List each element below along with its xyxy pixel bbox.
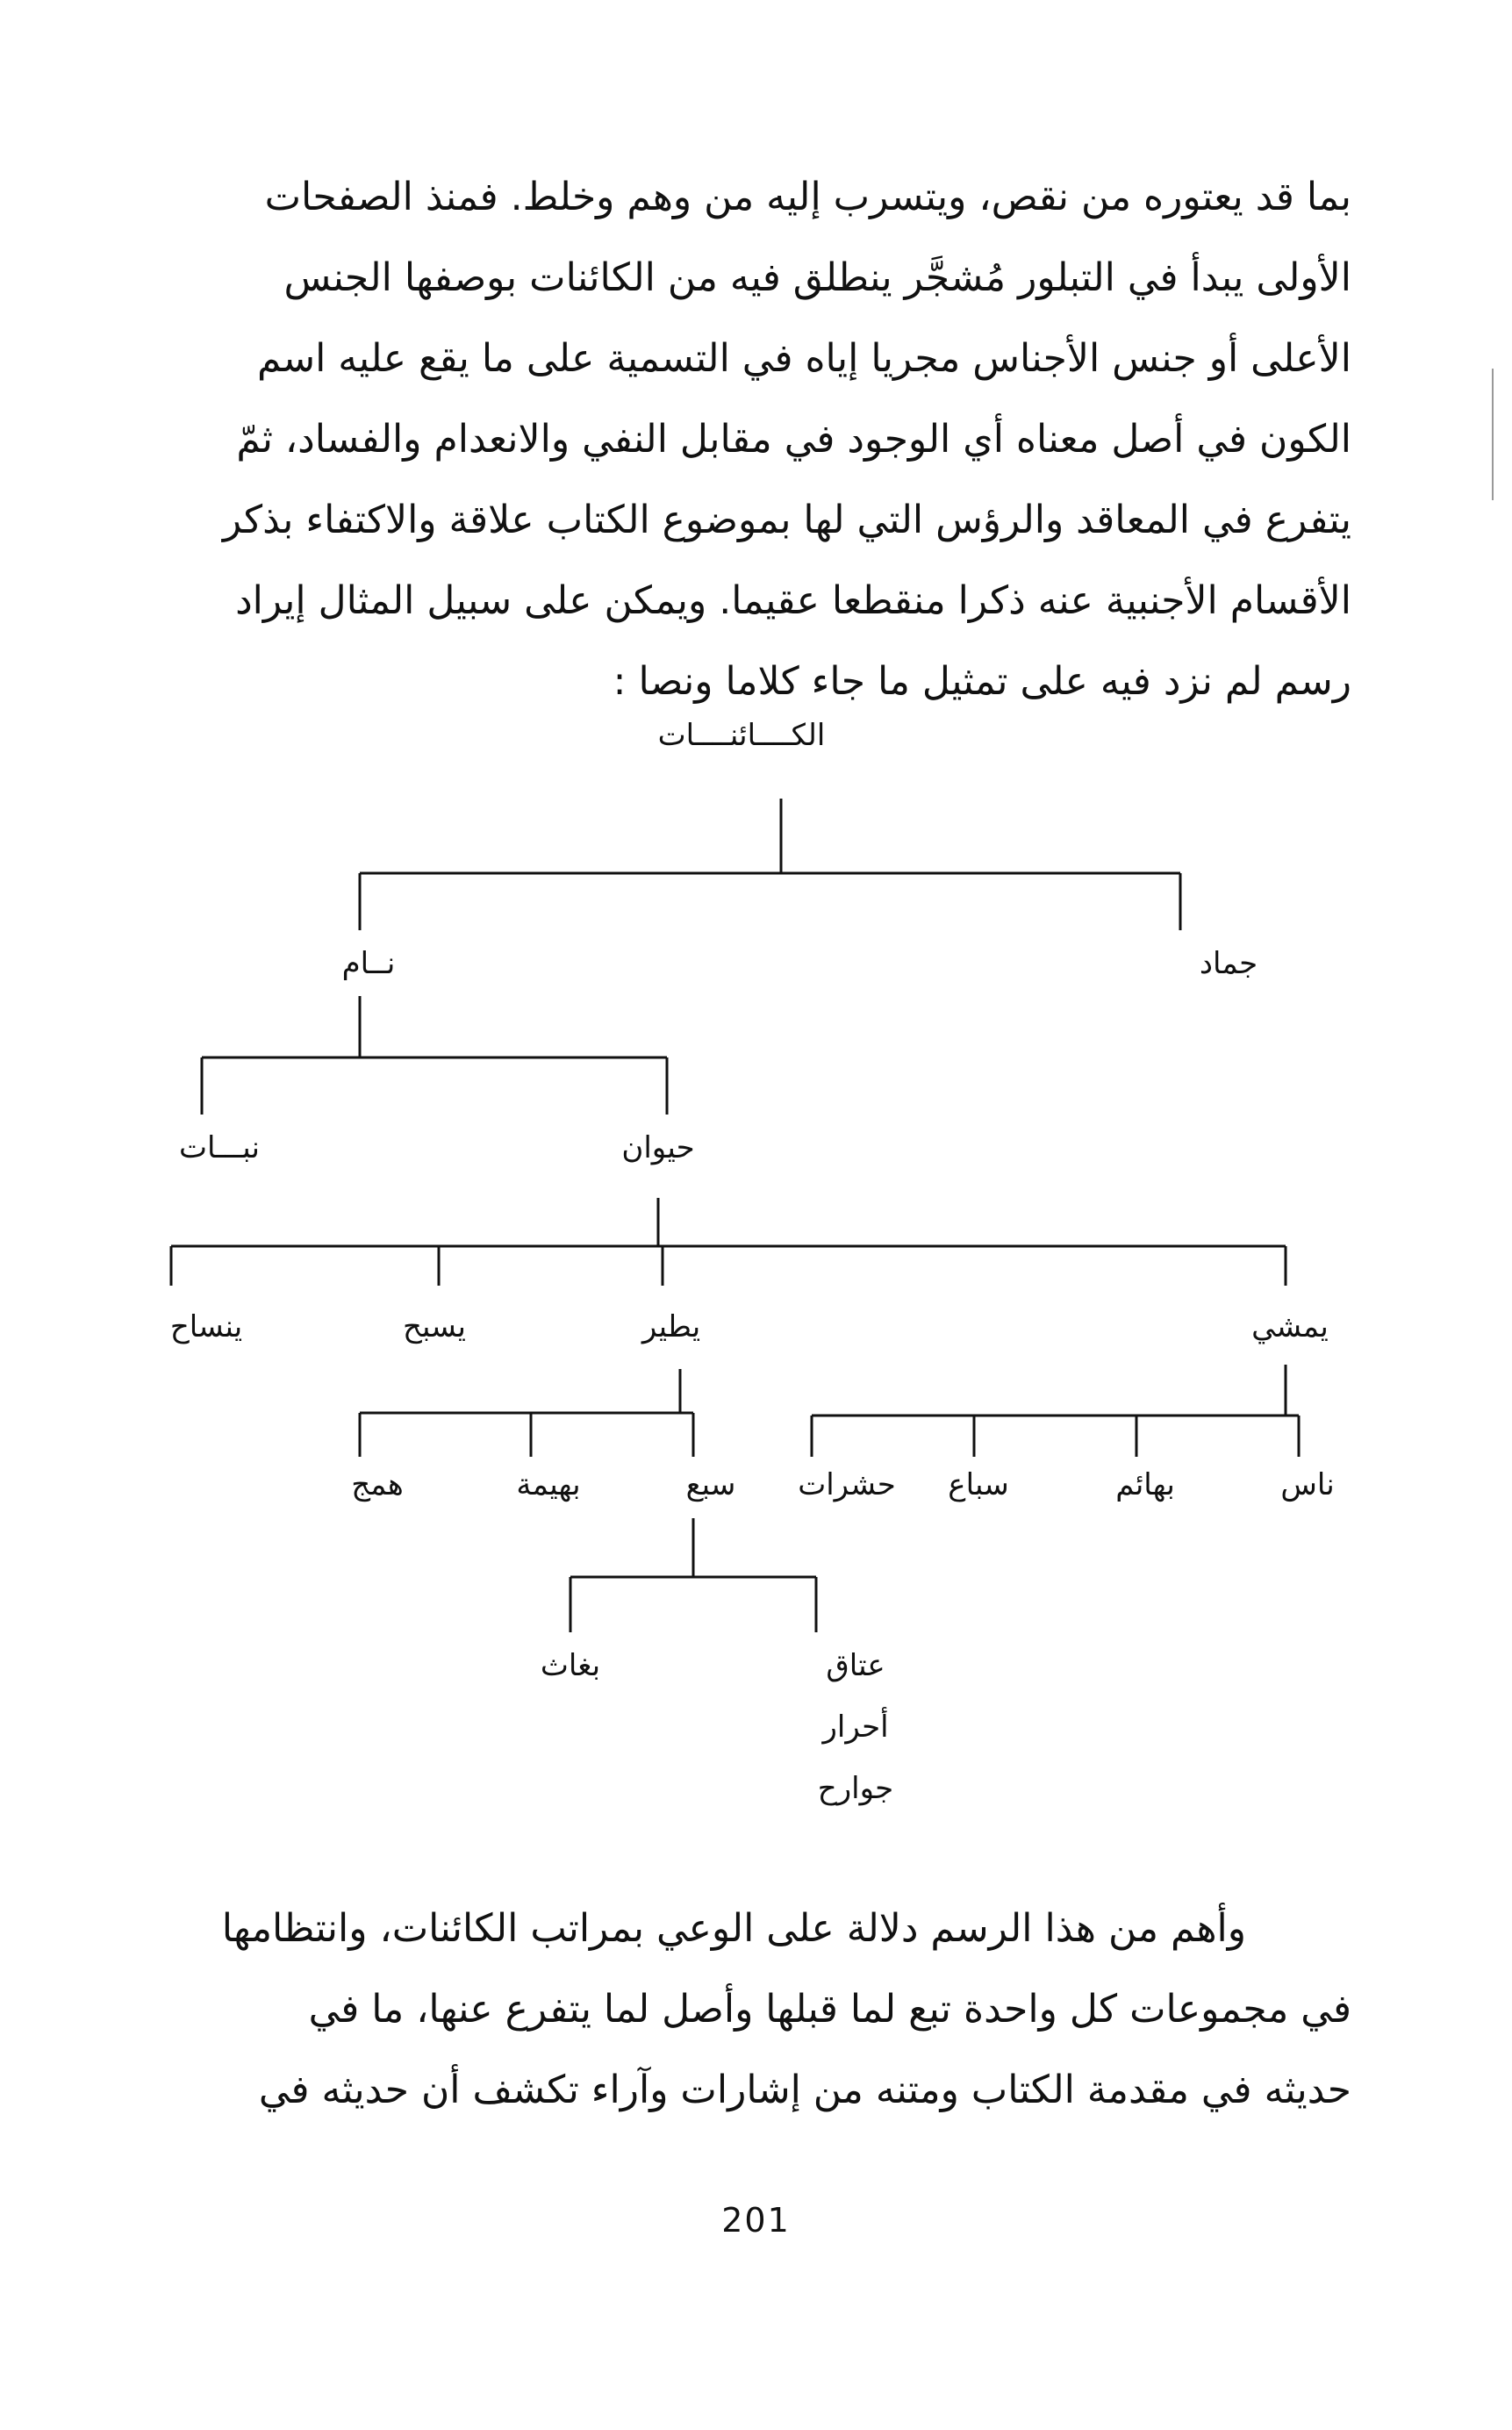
text-line: الأقسام الأجنبية عنه ذكرا منقطعا عقيما. ويمكن على سبيل المثال إيراد xyxy=(235,578,1351,623)
node-yatir: يطير xyxy=(641,1309,701,1344)
node-yansah: ينساح xyxy=(169,1309,243,1344)
text-line: الكون في أصل معناه أي الوجود في مقابل النفي والانعدام والفساد، ثمّ xyxy=(236,417,1351,462)
node-hasharat: حشرات xyxy=(798,1467,896,1502)
text-line: يتفرع في المعاقد والرؤس التي لها بموضوع الكتاب علاقة والاكتفاء بذكر xyxy=(222,498,1351,542)
node-jamad: جماد xyxy=(1199,946,1258,981)
node-bughath: بغاث xyxy=(540,1648,601,1683)
tree-connectors xyxy=(171,799,1299,1632)
text-line: وأهم من هذا الرسم دلالة على الوعي بمراتب الكائنات، وانتظامها xyxy=(221,1906,1246,1951)
node-bahaim: بهائم xyxy=(1115,1467,1175,1502)
text-line: في مجموعات كل واحدة تبع لما قبلها وأصل لما يتفرع عنها، ما في xyxy=(308,1987,1351,2032)
node-sabu: سبع xyxy=(685,1467,736,1502)
text-line: الأولى يبدأ في التبلور مُشجَّر ينطلق فيه من الكائنات بوصفها الجنس xyxy=(283,255,1351,300)
node-nam: نــام xyxy=(341,946,396,981)
node-bahima: بهيمة xyxy=(516,1467,581,1502)
text-line: حديثه في مقدمة الكتاب ومتنه من إشارات وآراء تكشف أن حديثه في xyxy=(258,2068,1351,2112)
text-line: رسم لم نزد فيه على تمثيل ما جاء كلاما ونصا : xyxy=(613,659,1351,704)
node-hamaj: همج xyxy=(351,1467,404,1502)
page-number: 201 xyxy=(721,2201,791,2240)
node-nas: ناس xyxy=(1280,1467,1335,1502)
node-root: الكــــائنــــات xyxy=(657,718,826,753)
node-ahrar: أحرار xyxy=(822,1710,889,1745)
node-hayawan: حيوان xyxy=(621,1130,695,1165)
text-line: بما قد يعتوره من نقص، ويتسرب إليه من وهم وخلط. فمنذ الصفحات xyxy=(264,175,1351,219)
node-jawarih: جوارح xyxy=(817,1771,894,1806)
text-line: الأعلى أو جنس الأجناس مجريا إياه في التسمية على ما يقع عليه اسم xyxy=(256,336,1351,381)
node-yamshi: يمشي xyxy=(1251,1309,1329,1344)
scan-mark xyxy=(1492,369,1494,500)
node-siba: سباع xyxy=(948,1467,1009,1502)
node-yasbah: يسبح xyxy=(402,1309,467,1344)
node-itaq: عتاق xyxy=(826,1648,885,1683)
node-nabat: نبـــات xyxy=(179,1130,260,1165)
